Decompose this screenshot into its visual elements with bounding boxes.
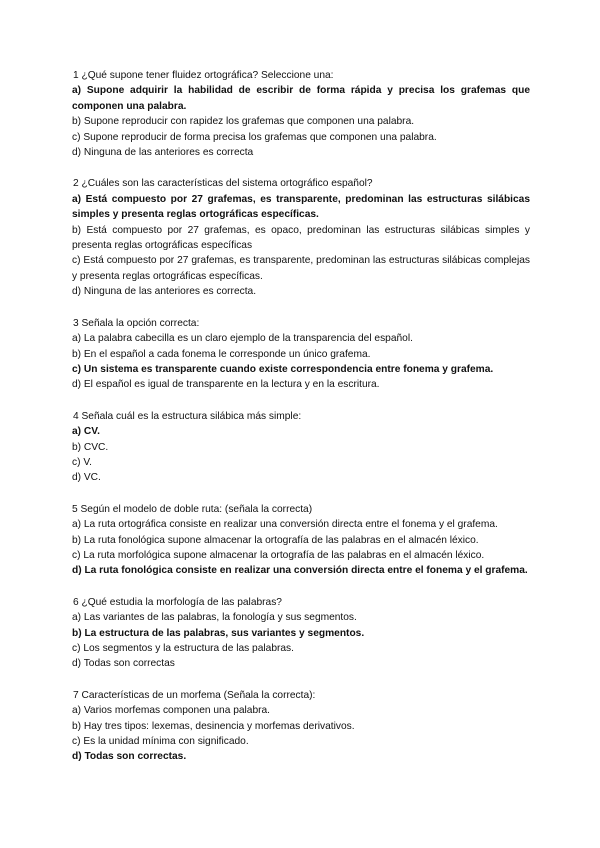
answer-option: c) Es la unidad mínima con significado. bbox=[72, 736, 249, 748]
question-text: 1 ¿Qué supone tener fluidez ortográfica? Seleccione una: bbox=[73, 70, 334, 81]
answer-option: b) La ruta fonológica supone almacenar la ortografía de las palabras en el almacén léxico. bbox=[72, 534, 479, 546]
answer-option-correct: c) Un sistema es transparente cuando existe correspondencia entre fonema y grafema. bbox=[72, 363, 494, 375]
answer-option: d) Todas son correctas bbox=[72, 658, 175, 670]
question-text: 4 Señala cuál es la estructura silábica más simple: bbox=[73, 410, 302, 422]
answer-option: d) VC. bbox=[72, 472, 101, 484]
answer-option: c) Está compuesto por 27 grafemas, es transparente, predominan las estructuras silábicas complejas y presenta reglas ortográficas específicas. bbox=[72, 255, 530, 282]
answer-option: a) Varios morfemas componen una palabra. bbox=[72, 705, 271, 717]
question-block-2 bbox=[72, 176, 530, 299]
question-text: 7 Características de un morfema (Señala la correcta): bbox=[73, 689, 316, 701]
question-text: 2 ¿Cuáles son las características del sistema ortográfico español? bbox=[73, 178, 373, 190]
answer-option: d) Ninguna de las anteriores es correcta. bbox=[72, 286, 257, 298]
answer-option: c) Supone reproducir de forma precisa los grafemas que componen una palabra. bbox=[72, 131, 437, 143]
answer-option: b) CVC. bbox=[72, 441, 109, 453]
answer-option: b) Supone reproducir con rapidez los grafemas que componen una palabra. bbox=[72, 116, 415, 128]
answer-option: b) Está compuesto por 27 grafemas, es opaco, predominan las estructuras silábicas simples y presenta reglas ortográficas específicas bbox=[72, 224, 530, 252]
question-block-5 bbox=[72, 502, 530, 579]
answer-option-correct: a) Está compuesto por 27 grafemas, es transparente, predominan las estructuras silábicas simples y presenta reglas ortográficas específicas. bbox=[72, 193, 530, 221]
answer-option: a) La palabra cabecilla es un claro ejemplo de la transparencia del español. bbox=[72, 333, 413, 345]
question-block-7 bbox=[72, 688, 530, 765]
question-block-1 bbox=[72, 68, 530, 160]
answer-option-correct: a) Supone adquirir la habilidad de escribir de forma rápida y precisa los grafemas que componen una palabra. bbox=[72, 85, 530, 112]
answer-option: a) La ruta ortográfica consiste en realizar una conversión directa entre el fonema y el grafema. bbox=[72, 519, 498, 531]
answer-option: d) El español es igual de transparente en la lectura y en la escritura. bbox=[72, 379, 380, 391]
answer-option: c) V. bbox=[72, 456, 93, 468]
answer-option-correct: a) CV. bbox=[72, 426, 100, 438]
question-block-4 bbox=[72, 409, 530, 486]
answer-option-correct: d) Todas son correctas. bbox=[72, 751, 187, 763]
answer-option: b) Hay tres tipos: lexemas, desinencia y morfemas derivativos. bbox=[72, 720, 355, 732]
question-text: 3 Señala la opción correcta: bbox=[73, 317, 200, 329]
answer-option: a) Las variantes de las palabras, la fonología y sus segmentos. bbox=[72, 612, 357, 624]
answer-option: d) Ninguna de las anteriores es correcta bbox=[72, 147, 254, 159]
question-text: 6 ¿Qué estudia la morfología de las palabras? bbox=[73, 596, 282, 608]
answer-option: c) Los segmentos y la estructura de las palabras. bbox=[72, 643, 294, 654]
answer-option-correct: d) La ruta fonológica consiste en realizar una conversión directa entre el fonema y el grafema. bbox=[72, 565, 528, 577]
answer-option-correct: b) La estructura de las palabras, sus variantes y segmentos. bbox=[72, 627, 365, 639]
quiz-document bbox=[72, 68, 530, 781]
answer-option: c) La ruta morfológica supone almacenar la ortografía de las palabras en el almacén léxico. bbox=[72, 549, 485, 561]
question-block-6 bbox=[72, 595, 530, 672]
question-text: 5 Según el modelo de doble ruta: (señala la correcta) bbox=[72, 503, 313, 515]
question-block-3 bbox=[72, 316, 530, 393]
answer-option: b) En el español a cada fonema le corresponde un único grafema. bbox=[72, 348, 371, 360]
